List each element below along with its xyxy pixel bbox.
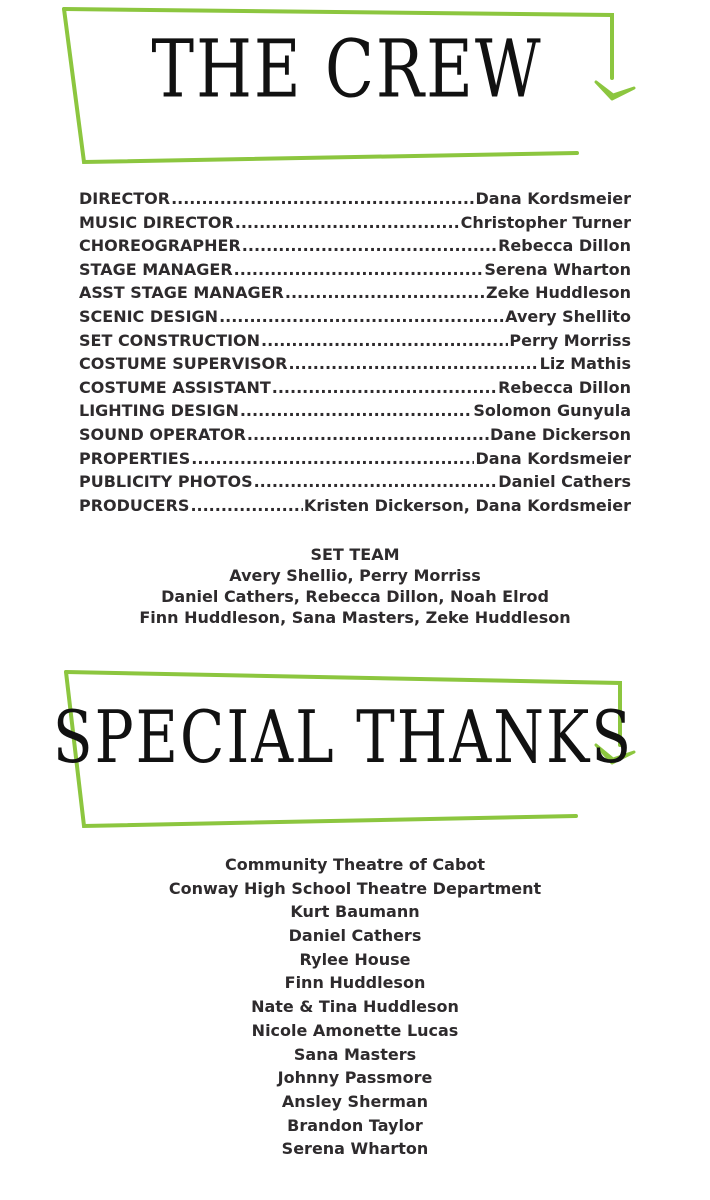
thanks-item: Serena Wharton [281, 1139, 429, 1159]
crew-name: Zeke Huddleson [485, 283, 631, 303]
crew-name: Avery Shellito [505, 306, 631, 326]
crew-name: Serena Wharton [484, 259, 631, 279]
thanks-item: Conway High School Theatre Department [168, 878, 542, 898]
thanks-item: Brandon Taylor [287, 1115, 423, 1135]
crew-name: Solomon Gunyula [473, 401, 631, 421]
crew-name: Rebecca Dillon [498, 236, 631, 256]
crew-role: STAGE MANAGER [79, 259, 233, 279]
thanks-item: Nicole Amonette Lucas [251, 1020, 459, 1040]
thanks-list [0, 853, 710, 1161]
crew-name: Kristen Dickerson, Dana Kordsmeier [303, 495, 631, 515]
set-team-heading: SET TEAM [310, 545, 400, 564]
crew-name: Dana Kordsmeier [475, 189, 631, 208]
crew-role: COSTUME ASSISTANT [79, 377, 271, 397]
thanks-item: Sana Masters [293, 1044, 417, 1064]
thanks-item: Community Theatre of Cabot [224, 855, 486, 874]
crew-name: Perry Morriss [509, 330, 631, 350]
crew-role: SET CONSTRUCTION [79, 330, 261, 350]
crew-role: DIRECTOR [79, 189, 171, 208]
crew-role: SOUND OPERATOR [79, 424, 246, 444]
thanks-item: Johnny Passmore [277, 1068, 433, 1088]
thanks-title: SPECIAL THANKS [52, 694, 634, 780]
thanks-item: Daniel Cathers [288, 926, 422, 946]
crew-name: Dane Dickerson [490, 424, 631, 444]
crew-name: Dana Kordsmeier [475, 448, 631, 468]
crew-role: SCENIC DESIGN [79, 306, 219, 326]
crew-name: Christopher Turner [460, 212, 631, 232]
crew-role: CHOREOGRAPHER [79, 236, 241, 256]
crew-role: PUBLICITY PHOTOS [79, 472, 253, 492]
thanks-item: Ansley Sherman [281, 1091, 429, 1111]
crew-name: Liz Mathis [539, 354, 631, 374]
set-team-line: Avery Shellio, Perry Morriss [229, 566, 481, 585]
crew-name: Daniel Cathers [498, 472, 631, 492]
crew-role: ASST STAGE MANAGER [79, 283, 284, 303]
thanks-item: Finn Huddleson [284, 973, 426, 993]
crew-role: PROPERTIES [79, 448, 191, 468]
set-team-line: Finn Huddleson, Sana Masters, Zeke Huddleson [139, 608, 571, 627]
crew-title: THE CREW [151, 23, 543, 117]
thanks-item: Rylee House [299, 949, 411, 969]
crew-role: MUSIC DIRECTOR [79, 212, 234, 232]
crew-name: Rebecca Dillon [498, 377, 631, 397]
crew-role: PRODUCERS [79, 495, 190, 515]
thanks-item: Kurt Baumann [290, 902, 420, 922]
crew-role: LIGHTING DESIGN [79, 401, 239, 421]
set-team-line: Daniel Cathers, Rebecca Dillon, Noah Elrod [161, 587, 549, 606]
crew-role: COSTUME SUPERVISOR [79, 354, 288, 374]
thanks-item: Nate & Tina Huddleson [251, 997, 459, 1017]
